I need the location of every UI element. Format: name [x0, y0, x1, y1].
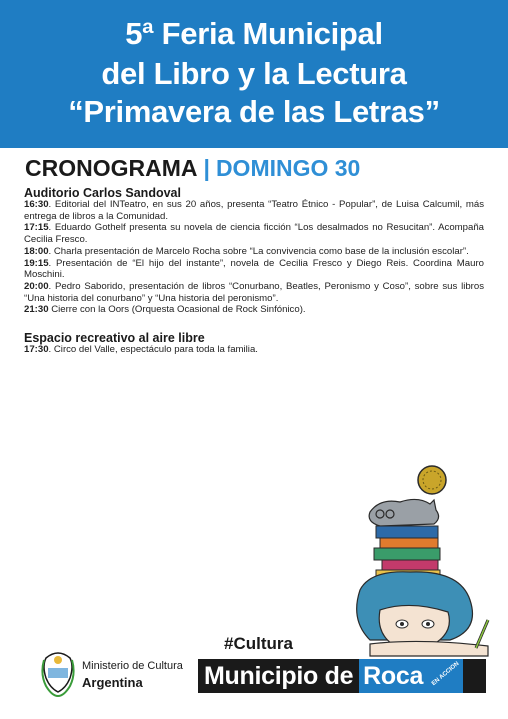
schedule-day: DOMINGO 30: [215, 155, 361, 181]
entry-text: . Circo del Valle, espectáculo para toda la familia.: [48, 344, 258, 355]
reading-girl-illustration: [330, 460, 500, 660]
ministry-name: Ministerio de Cultura: [82, 660, 183, 672]
title-line-2: del Libro y la Lectura: [101, 56, 407, 91]
schedule-entry: [24, 199, 484, 222]
header-torn-edge: [0, 132, 508, 152]
entry-time: 20:00: [24, 280, 49, 292]
ministry-logo: [40, 648, 190, 698]
municipio-roca-logo: [198, 659, 486, 693]
schedule-entry: [24, 344, 484, 356]
schedule-separator: |: [203, 155, 210, 181]
entry-text: . Presentación de “El hijo del instante”, novela de Cecilia Fresco y Diego Reis. Coordina Mauro Moschini.: [24, 257, 484, 281]
schedule-entry: [24, 258, 484, 281]
en-accion-label: EN ACCION: [431, 660, 461, 688]
entry-text: Cierre con la Oors (Orquesta Ocasional de Rock Sinfónico).: [48, 304, 306, 316]
argentina-seal-icon: [40, 648, 76, 698]
section-auditorio-entries: [24, 199, 484, 316]
title-line-1: 5ª Feria Municipal: [125, 16, 383, 51]
section-title-auditorio: Auditorio Carlos Sandoval: [24, 186, 181, 200]
municipio-label: Municipio de: [204, 661, 354, 690]
ministry-country: Argentina: [82, 675, 143, 690]
title-line-3: “Primavera de las Letras”: [68, 94, 440, 129]
entry-time: 16:30: [24, 199, 49, 210]
entry-time: 18:00: [24, 245, 49, 257]
entry-text: . Pedro Saborido, presentación de libros “Conurbano, Beatles, Peronismo y Coso”, sobre sus libros “Una historia del conurbano” y “Una historia del peronismo”.: [24, 280, 484, 304]
schedule-entry: [24, 304, 484, 316]
entry-text: . Editorial del INTeatro, en sus 20 años, presenta “Teatro Étnico - Popular”, de Luisa Calcumil, más entrega de libros a la Comunidad.: [24, 199, 484, 222]
en-accion-badge: [427, 659, 463, 693]
hashtag-cultura: #Cultura: [224, 634, 293, 653]
entry-text: . Charla presentación de Marcelo Rocha sobre “La convivencia como base de la inclusión escolar”.: [48, 245, 469, 257]
section-title-espacio: Espacio recreativo al aire libre: [24, 331, 205, 345]
section-espacio-entries: [24, 344, 484, 356]
schedule-title: [25, 153, 360, 185]
entry-time: 17:30: [24, 344, 49, 355]
entry-time: 21:30: [24, 304, 49, 316]
schedule-entry: [24, 246, 484, 258]
schedule-entry: [24, 281, 484, 304]
schedule-label: CRONOGRAMA: [25, 155, 198, 181]
roca-label: Roca: [359, 659, 427, 693]
schedule-entry: [24, 222, 484, 245]
entry-text: . Eduardo Gothelf presenta su novela de ciencia ficción “Los desalmados no Resucitan”. Acompaña Cecilia Fresco.: [24, 222, 484, 246]
entry-time: 17:15: [24, 222, 49, 234]
entry-time: 19:15: [24, 257, 49, 269]
